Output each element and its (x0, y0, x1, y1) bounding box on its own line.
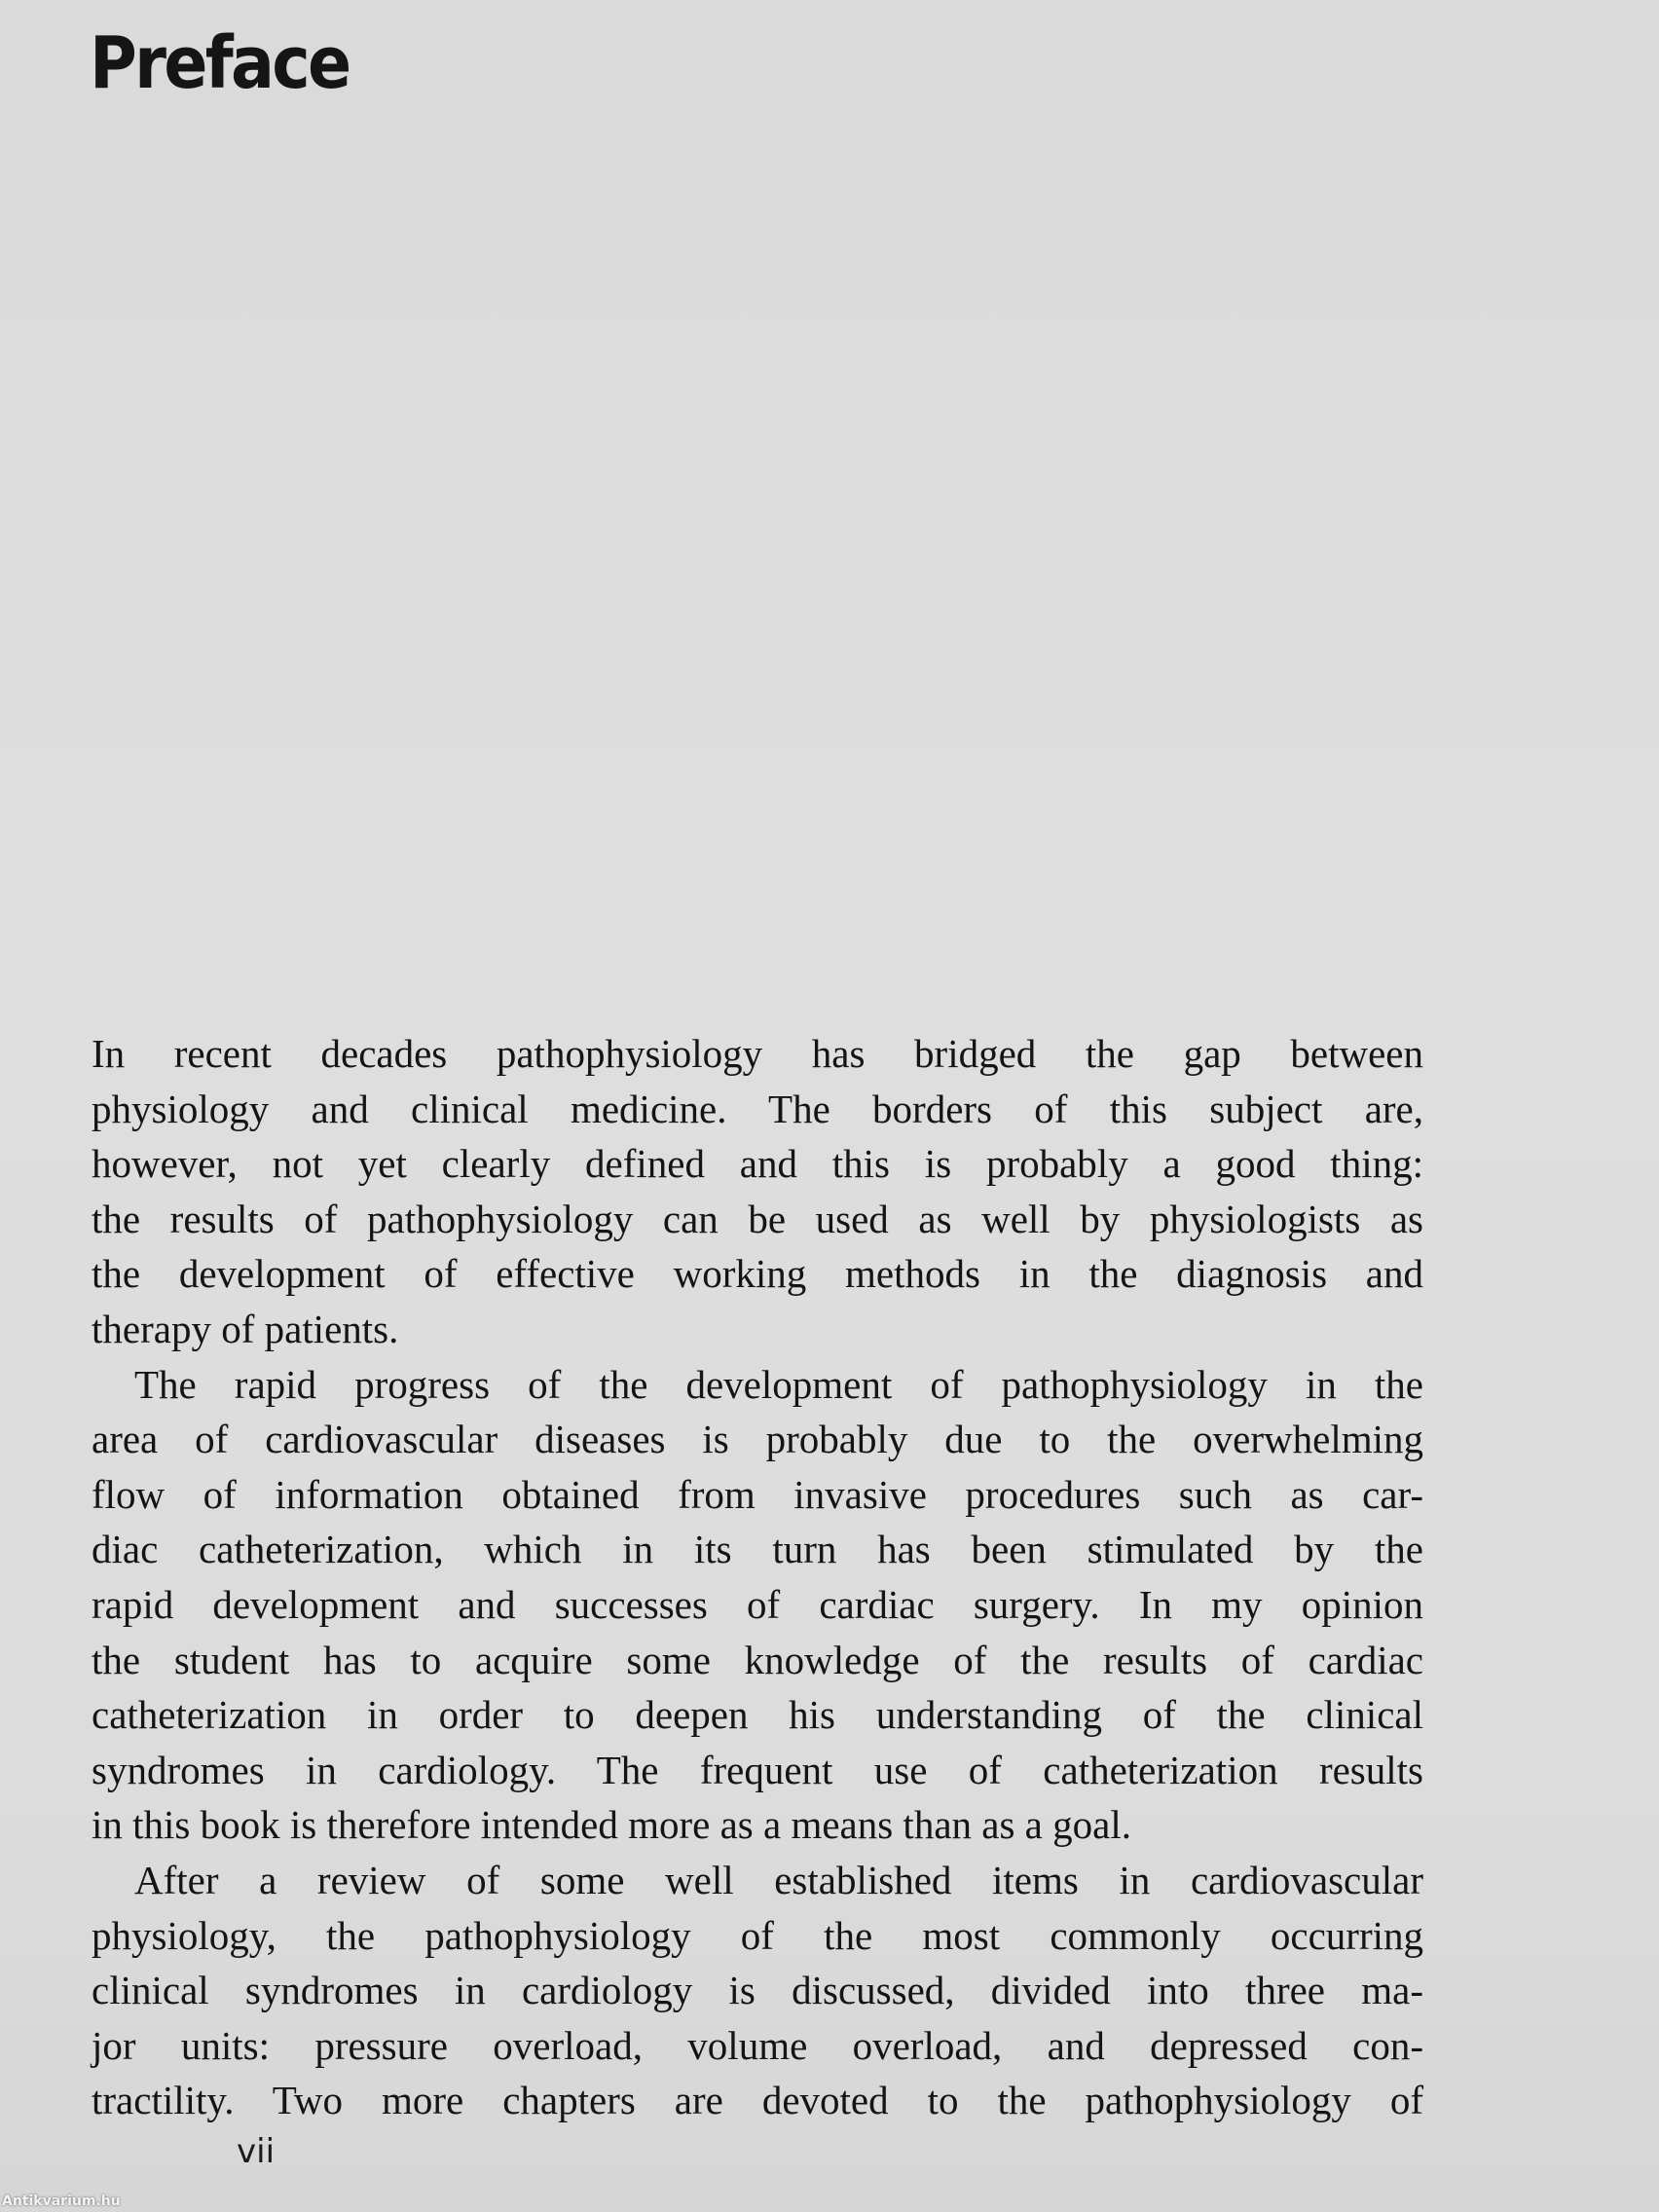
text-line: however, not yet clearly defined and this is probably a good thing: (92, 1141, 1423, 1187)
text-line: the development of effective working methods in the diagnosis and (92, 1251, 1423, 1297)
text-line: jor units: pressure overload, volume overload, and depressed con- (92, 2022, 1423, 2068)
text-line: the student has to acquire some knowledge of the results of cardiac (92, 1637, 1423, 1682)
text-line: catheterization in order to deepen his understanding of the clinical (92, 1692, 1423, 1738)
text-line: tractility. Two more chapters are devoted to the pathophysiology of (92, 2078, 1423, 2123)
text-line: clinical syndromes in cardiology is discussed, divided into three ma- (92, 1968, 1423, 2013)
text-line: In recent decades pathophysiology has bridged the gap between (92, 1031, 1423, 1076)
body-text (92, 1026, 1423, 2128)
paragraph (92, 1357, 1423, 1853)
paragraph (92, 1853, 1423, 2128)
text-line: flow of information obtained from invasive procedures such as car- (92, 1471, 1423, 1517)
text-line: After a review of some well established items in cardiovascular (134, 1857, 1423, 1902)
paragraph (92, 1026, 1423, 1357)
text-line: the results of pathophysiology can be used as well by physiologists as (92, 1196, 1423, 1241)
text-line: The rapid progress of the development of pathophysiology in the (134, 1361, 1423, 1407)
text-line: rapid development and successes of cardiac surgery. In my opinion (92, 1581, 1423, 1627)
text-line: therapy of patients. (92, 1306, 399, 1351)
text-line: physiology, the pathophysiology of the most commonly occurring (92, 1912, 1423, 1958)
watermark: Antikvarium.hu (2, 2194, 121, 2209)
text-line: physiology and clinical medicine. The borders of this subject are, (92, 1086, 1423, 1131)
text-line: area of cardiovascular diseases is probably due to the overwhelming (92, 1417, 1423, 1462)
page-number: vii (237, 2132, 276, 2171)
text-line: in this book is therefore intended more as a means than as a goal. (92, 1802, 1131, 1848)
text-line: diac catheterization, which in its turn has been stimulated by the (92, 1527, 1423, 1572)
page-title: Preface (90, 21, 350, 105)
text-line: syndromes in cardiology. The frequent use of catheterization results (92, 1747, 1423, 1792)
